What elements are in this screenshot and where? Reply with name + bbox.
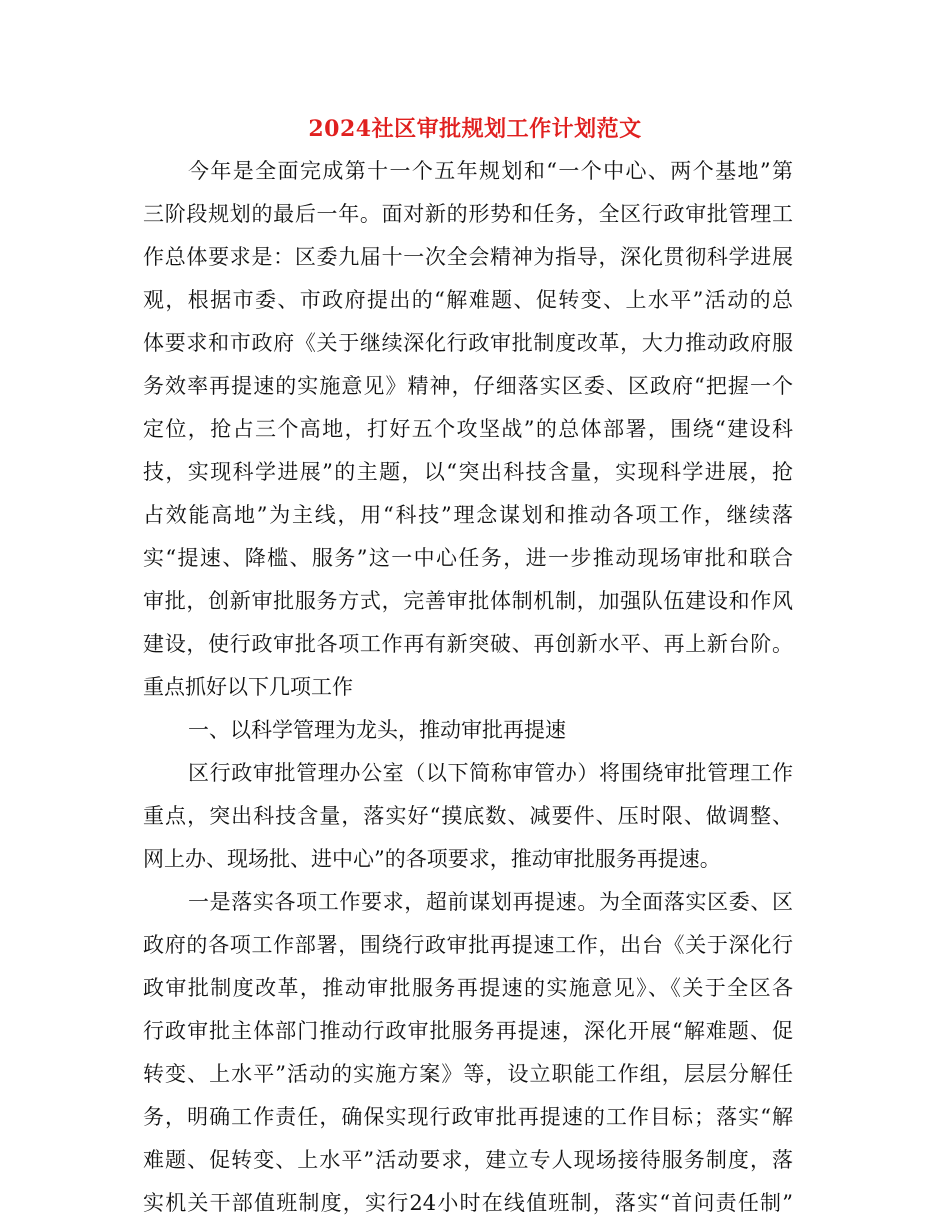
paragraph-line: 建设，使行政审批各项工作再有新突破、再创新水平、再上新台阶。 xyxy=(143,632,793,656)
paragraph-line: 转变、上水平”活动的实施方案》等，设立职能工作组，层层分解任 xyxy=(143,1062,793,1086)
paragraph-line: 实“提速、降槛、服务”这一中心任务，进一步推动现场审批和联合 xyxy=(143,546,793,570)
paragraph-line: 务，明确工作责任，确保实现行政审批再提速的工作目标；落实“解 xyxy=(143,1105,793,1129)
paragraph-line: 技，实现科学进展”的主题，以“突出科技含量，实现科学进展，抢 xyxy=(143,460,793,484)
paragraph-line: 作总体要求是：区委九届十一次全会精神为指导，深化贯彻科学进展 xyxy=(143,245,793,269)
paragraph-line: 实机关干部值班制度，实行24小时在线值班制，落实“首问责任制” xyxy=(143,1191,793,1215)
paragraph-line: 占效能高地”为主线，用“科技”理念谋划和推动各项工作，继续落 xyxy=(143,503,793,527)
paragraph-line: 行政审批主体部门推动行政审批服务再提速，深化开展“解难题、促 xyxy=(143,1019,793,1043)
paragraph-line: 重点，突出科技含量，落实好“摸底数、减要件、压时限、做调整、 xyxy=(143,804,793,828)
paragraph-line: 难题、促转变、上水平”活动要求，建立专人现场接待服务制度，落 xyxy=(143,1148,793,1172)
paragraph-line: 一是落实各项工作要求，超前谋划再提速。为全面落实区委、区 xyxy=(188,890,793,914)
paragraph-line: 观，根据市委、市政府提出的“解难题、促转变、上水平”活动的总 xyxy=(143,288,793,312)
paragraph-line: 审批，创新审批服务方式，完善审批体制机制，加强队伍建设和作风 xyxy=(143,589,793,613)
paragraph-line: 政审批制度改革，推动审批服务再提速的实施意见》、《关于全区各 xyxy=(143,976,793,1000)
paragraph-line: 今年是全面完成第十一个五年规划和“一个中心、两个基地”第 xyxy=(188,159,793,183)
paragraph-line: 重点抓好以下几项工作 xyxy=(143,675,353,699)
paragraph-line: 定位，抢占三个高地，打好五个攻坚战”的总体部署，围绕“建设科 xyxy=(143,417,793,441)
paragraph-line: 区行政审批管理办公室（以下简称审管办）将围绕审批管理工作 xyxy=(188,761,793,785)
paragraph-line: 务效率再提速的实施意见》精神，仔细落实区委、区政府“把握一个 xyxy=(143,374,793,398)
paragraph-line: 网上办、现场批、进中心”的各项要求，推动审批服务再提速。 xyxy=(143,847,721,871)
section-heading: 一、以科学管理为龙头，推动审批再提速 xyxy=(188,718,566,742)
document-title: 2024社区审批规划工作计划范文 xyxy=(308,116,642,142)
paragraph-line: 体要求和市政府《关于继续深化行政审批制度改革，大力推动政府服 xyxy=(143,331,793,355)
paragraph-line: 政府的各项工作部署，围绕行政审批再提速工作，出台《关于深化行 xyxy=(143,933,793,957)
paragraph-line: 三阶段规划的最后一年。面对新的形势和任务，全区行政审批管理工 xyxy=(143,202,793,226)
